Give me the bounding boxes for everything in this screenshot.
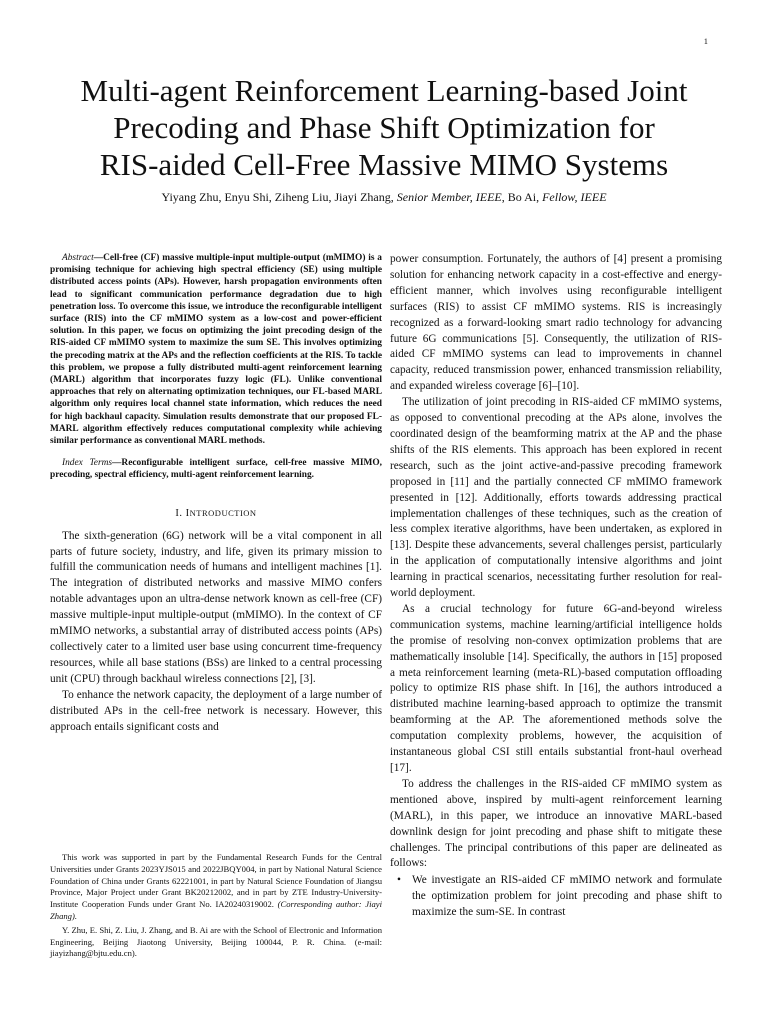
section-number: I. xyxy=(175,507,186,519)
abstract-text: —Cell-free (CF) massive multiple-input multiple-output (mMIMO) is a promising technique for achieving high spectral efficiency (SE) using multiple distributed access points (APs). However, harsh propagation environments often lead to significant communication performance degradation due to high penetration loss. To overcome this issue, we introduce the reconfigurable intelligent surface (RIS) into the CF mMIMO system as a low-cost and power-efficient solution. In this paper, we focus on optimizing the joint precoding design of the RIS-aided CF mMIMO system to maximize the sum SE. This involves optimizing the precoding matrix at the APs and the reflection coefficients at the RIS. To tackle this problem, we propose a fully distributed multi-agent reinforcement learning (MARL) algorithm that incorporates fuzzy logic (FL). Unlike conventional approaches that rely on alternating optimization techniques, our FL-based MARL algorithm only requires local channel state information, which reduces the need for high backhaul capacity. Simulation results demonstrate that our proposed FL-MARL algorithm effectively reduces computational complexity while achieving similar performance as conventional MARL methods. xyxy=(50,253,382,447)
body-paragraph: power consumption. Fortunately, the authors of [4] present a promising solution for enhancing network capacity in a cost-effective and energy-efficient manner, which involves using reconfigurable intelligent surfaces (RIS) to assist CF mMIMO systems. RIS is increasingly recognized as a forward-looking smart radio technology for advancing future 6G communications [5]. Consequently, the utilization of RIS-aided CF mMIMO systems can lead to improvements in channel capacity, reduced transmission power, enhanced transmission reliability, and expanded wireless coverage [6]–[10]. xyxy=(390,253,722,393)
funding-text: This work was supported in part by the Fundamental Research Funds for the Central Universities under Grants 2023YJS015 and 2022JBQY004, in part by National Natural Science Foundation of China under Grants 62221001, in part by Natural Science Foundation of Jiangsu Province, Major Project under Grant BK20212002, and in part by ZTE Industry-University-Institute Cooperation Funds under Grant No. IA20240319002. xyxy=(50,852,382,910)
author-membership: Fellow, IEEE xyxy=(542,190,607,204)
body-paragraph: The utilization of joint precoding in RIS-aided CF mMIMO systems, as opposed to conventional precoding at the APs alone, involves the coordinated design of the beamforming matrix at the AP and the phase shifts of the RIS elements. This approach has been explored in recent research, such as the joint active-and-passive precoding framework proposed in [11] and the partially connected CF mMIMO framework presented in [12]. Additionally, efforts towards addressing practical implementation challenges of these techniques, such as the creation of less complex iterative algorithms, have been undertaken, as explored in [13]. Despite these advancements, several challenges persist, particularly in the application of computationally intensive algorithms and joint learning in practical scenarios, necessitating further resolution for real-world deployment. xyxy=(390,396,722,600)
bullet-icon: • xyxy=(397,874,401,887)
right-column xyxy=(390,252,722,921)
paper-title xyxy=(40,72,728,183)
footnotes xyxy=(50,852,382,960)
title-line: Multi-agent Reinforcement Learning-based Joint xyxy=(80,73,688,108)
body-paragraph: The sixth-generation (6G) network will be a vital component in all parts of future society, industry, and life, given its primary mission to fulfill the communication needs of humans and intelligent machines [1]. The integration of distributed networks and massive MIMO confers notable advantages upon an ultra-dense network known as cell-free (CF) massive multiple-input multiple-output (mMIMO). In the context of CF mMIMO networks, a substantial array of distributed access points (APs) collectively cater to a limited user base using concurrent time-frequency resources, while all base stations (BSs) are linked to a central processing unit (CPU) through backhaul wireless connections [2], [3]. xyxy=(50,529,382,685)
section-heading xyxy=(50,508,382,519)
body-paragraph: To address the challenges in the RIS-aided CF mMIMO system as mentioned above, inspired by multi-agent reinforcement learning (MARL), in this paper, we introduce an innovative MARL-based downlink design for joint precoding and phase shift to mitigate these challenges. The principal contributions of this paper are delineated as follows: xyxy=(390,777,722,870)
index-terms-label: Index Terms xyxy=(62,458,113,469)
affiliation-note: Y. Zhu, E. Shi, Z. Liu, J. Zhang, and B. Ai are with the School of Electronic and Information Engineering, Beijing Jiaotong University, Beijing 100044, P. R. China. (e-mail: jiayizhang@bjtu.edu.cn). xyxy=(50,924,382,959)
title-line: Precoding and Phase Shift Optimization for xyxy=(113,110,655,145)
section-initial: I xyxy=(185,507,190,519)
section-title-rest: NTRODUCTION xyxy=(189,507,257,518)
index-terms-text: —Reconfigurable intelligent surface, cell-free massive MIMO, precoding, spectral efficiency, multi-agent reinforcement learning. xyxy=(50,458,382,481)
contribution-list-item xyxy=(390,873,722,921)
author-membership: Senior Member, IEEE xyxy=(396,190,502,204)
author-names: Yiyang Zhu, Enyu Shi, Ziheng Liu, Jiayi Zhang, xyxy=(161,190,397,204)
abstract-label: Abstract xyxy=(62,253,94,263)
title-line: RIS-aided Cell-Free Massive MIMO Systems xyxy=(99,147,669,182)
index-terms xyxy=(50,457,382,481)
funding-note xyxy=(50,852,382,923)
body-paragraph: To enhance the network capacity, the deployment of a large number of distributed APs in the cell-free network is necessary. However, this approach entails significant costs and xyxy=(50,688,382,733)
author-names: , Bo Ai, xyxy=(501,190,543,204)
author-list xyxy=(40,189,728,205)
abstract xyxy=(50,252,382,447)
left-column xyxy=(50,252,382,735)
corresponding-author: (Corresponding author: Jiayi Zhang). xyxy=(50,899,382,921)
contribution-text: We investigate an RIS-aided CF mMIMO network and formulate the optimization problem for joint precoding and phase shift to maximize the sum-SE. In contrast xyxy=(412,874,722,919)
body-paragraph: As a crucial technology for future 6G-and-beyond wireless communication systems, machine learning/artificial intelligence holds the promise of resolving non-convex optimization problems that are mathematically insoluble [14]. Specifically, the authors in [15] proposed a meta reinforcement learning (meta-RL)-based computation offloading policy to optimize RIS phase shift. In [16], the authors introduced a distributed machine learning-based approach to optimize the transmit beamforming at the AP. The aforementioned methods solve the computation complexity problems, however, the acquisition of instantaneous global CSI still entails substantial front-haul overhead [17]. xyxy=(390,602,722,774)
page-number: 1 xyxy=(703,36,708,46)
